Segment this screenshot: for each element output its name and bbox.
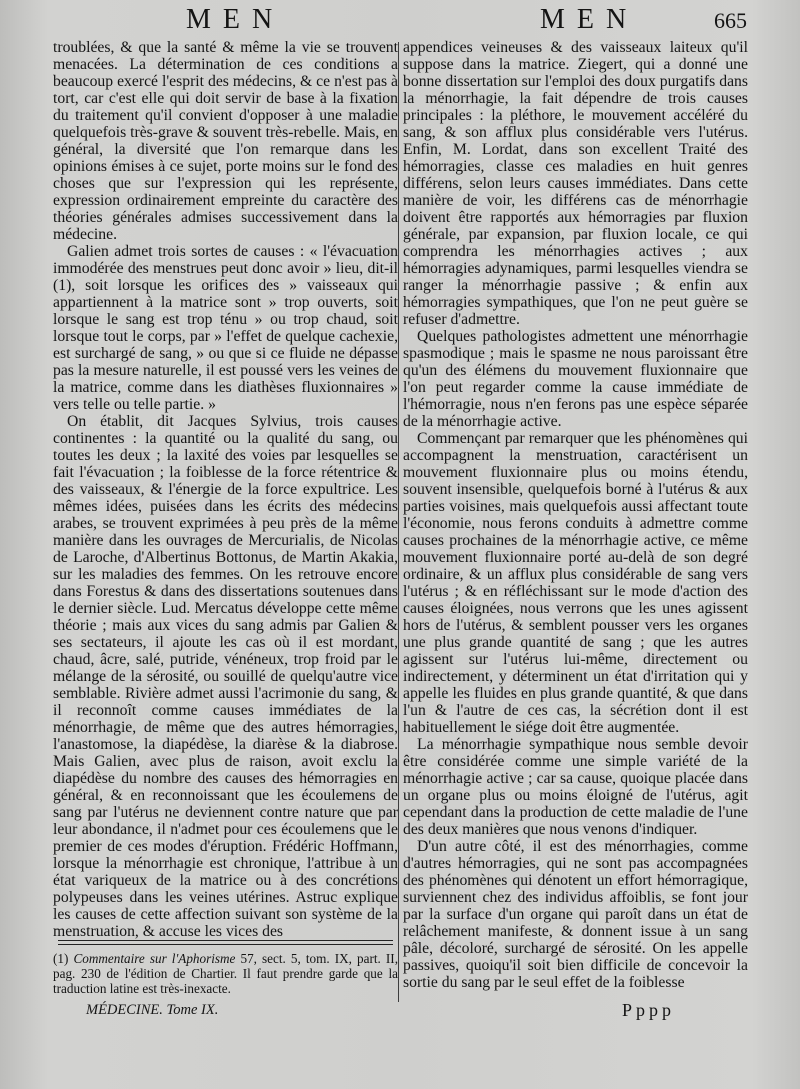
- left-column: [53, 39, 398, 940]
- paragraph: troublées, & que la santé & même la vie se trouvent menacées. La détermination de ces conditions a beaucoup exercé l'esprit des médecins, & ce n'est pas à tort, car c'est elle qui doit servir de base à la fixation du traitement qu'il convient d'opposer à une maladie quelquefois très-grave & souvent très-rebelle. Mais, en général, la diversité que l'on remarque dans les opinions émises à ce sujet, porte moins sur le fond des choses que sur l'expression qui les représente, expression ordinairement empreinte du caractère des théories générales admises successivement dans la médecine.: [53, 39, 399, 243]
- paragraph: Quelques pathologistes admettent une ménorrhagie spasmodique ; mais le spasme ne nous paroissant être qu'un des élémens du mouvement fluxionnaire que l'on peut regarder comme la cause immédiate de l'hémorragie, nous n'en ferons pas une espèce séparée de la ménorrhagie active.: [403, 328, 748, 430]
- footnote-text: 57, sect. 5, tom. IX, part. II, pag. 230 de l'édition de Chartier. Il faut prendre garde que la traduction latine est très-inexacte.: [53, 951, 398, 996]
- right-column: [403, 39, 748, 991]
- footnote-marker: (1): [53, 951, 69, 966]
- paragraph: La ménorrhagie sympathique nous semble devoir être considérée comme une simple variété de la ménorrhagie active ; car sa cause, quoique placée dans un organe plus ou moins éloigné de l'utérus, agit cependant dans la production de cette maladie de l'une des deux manières que nous venons d'indiquer.: [403, 736, 748, 838]
- paragraph: On établit, dit Jacques Sylvius, trois causes continentes : la quantité ou la qualité du sang, ou toutes les deux ; la laxité des voies par lesquelles se fait l'évacuation ; la foiblesse de la force rétentrice & des vaisseaux, & l'énergie de la force expultrice. Les mêmes idées, puisées dans les écrits des médecins arabes, se trouvent exprimées à peu près de la même manière dans les ouvrages de Mercurialis, de Nicolas de Laroche, d'Albertinus Bottonus, de Martin Akakia, sur les maladies des femmes. On les retrouve encore dans Forestus & dans des dissertations soutenues dans le dernier siècle. Lud. Mercatus développe cette même théorie ; mais aux vices du sang admis par Galien & ses sectateurs, il ajoute les cas où il est mordant, chaud, âcre, salé, putride, vénéneux, trop froid par le mélange de la sérosité, ou souillé de quelqu'autre vice semblable. Rivière admet aussi l'acrimonie du sang, & il reconnoît comme causes immédiates de la ménorrhagie, de même que des autres hémorragies, l'anastomose, la diapédèse, la diarèse & la diabrose. Mais Galien, avec plus de raison, avoit exclu la diapédèse du nombre des causes des hémorragies en général, & en reconnoissant que les écoulemens de sang par l'utérus ne deviennent contre nature que par leur abondance, il n'admet pour ces écoulemens que le premier de ces modes d'éruption. Frédéric Hoffmann, lorsque la ménorrhagie est chronique, l'attribue à un état variqueux de la matrice ou à des concrétions polypeuses dans les veines utérines. Astruc explique les causes de cette affection suivant son système de la menstruation, & accuse les vices des: [53, 413, 398, 940]
- footnote-title: Commentaire sur l'Aphorisme: [73, 951, 236, 966]
- column-divider: [398, 42, 399, 1002]
- page-number: 665: [714, 8, 747, 33]
- signature-mark: Pppp: [622, 1000, 676, 1020]
- footnote: [53, 951, 398, 996]
- footnote-rule: [58, 940, 393, 945]
- paragraph: D'un autre côté, il est des ménorrhagies, comme d'autres hémorragies, qui ne sont pas accompagnées des phénomènes qui dénotent un effort hémorragique, surviennent chez des individus affoiblis, se font jour par la surface d'un organe qui paroît dans un état de relâchement manifeste, & donnent issue à un sang pâle, décoloré, surchargé de sérosité. On les appelle passives, quoiqu'il soit bien difficile de concevoir la sortie du sang par le seul effet de la foiblesse: [403, 838, 748, 991]
- volume-line: MÉDECINE. Tome IX.: [86, 1002, 219, 1018]
- paragraph: appendices veineuses & des vaisseaux laiteux qu'il suppose dans la matrice. Ziegert, qui a donné une bonne dissertation sur l'emploi des doux purgatifs dans la ménorrhagie, la fait dépendre de trois causes principales : la pléthore, le mouvement accéléré du sang, & son afflux plus considérable vers l'utérus. Enfin, M. Lordat, dans son excellent Traité des hémorragies, classe ces maladies en huit genres différens, selon leurs causes immédiates. Dans cette manière de voir, les différens cas de ménorrhagie doivent être rapportés aux hémorragies par fluxion générale, par expansion, par fluxion locale, ce qui comprendra les ménorrhagies actives ; aux hémorragies adynamiques, parmi lesquelles viendra se ranger la ménorrhagie passive ; & enfin aux hémorragies sympathiques, que l'on ne peut guère se refuser d'admettre.: [403, 39, 748, 328]
- running-head-right: MEN: [540, 4, 639, 35]
- running-head-left: MEN: [186, 4, 285, 35]
- paragraph: Commençant par remarquer que les phénomènes qui accompagnent la menstruation, caractérisent un mouvement fluxionnaire plus ou moins étendu, souvent insensible, quelquefois borné à l'utérus & aux parties voisines, mais quelquefois aussi affectant toute l'économie, nous ferons conduits à admettre comme causes prochaines de la ménorrhagie active, ce même mouvement fluxionnaire porté au-delà de son degré ordinaire, & un afflux plus considérable de sang vers l'utérus ; & en réfléchissant sur le mode d'action des causes éloignées, nous verrons que les unes agissent hors de l'utérus, & semblent pousser vers les organes une plus grande quantité de sang ; que les autres agissent sur l'utérus lui-même, directement ou indirectement, y déterminent un état d'irritation qui y appelle les fluides en plus grande quantité, & que dans l'un & l'autre de ces cas, la sécrétion dont il est habituellement le siége doit être augmentée.: [403, 430, 748, 736]
- paragraph: Galien admet trois sortes de causes : « l'évacuation immodérée des menstrues peut donc avoir » lieu, dit-il (1), soit lorsque les orifices des » vaisseaux qui appartiennent à la matrice sont » trop ouverts, soit lorsque le sang est trop ténu » ou trop chaud, soit lorsque tout le corps, par » l'effet de quelque cachexie, est surchargé de sang, » ou que si ce fluide ne dépasse pas la mesure naturelle, il est poussé vers les veines de la matrice, comme dans les diathèses fluxionnaires » vers telle ou telle partie. »: [53, 243, 398, 413]
